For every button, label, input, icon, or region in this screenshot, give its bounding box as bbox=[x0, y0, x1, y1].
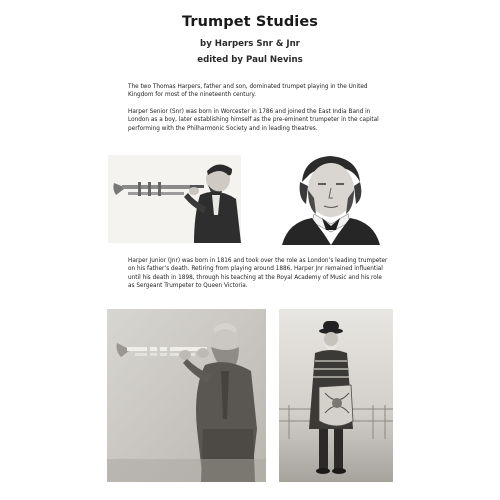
editor-line: edited by Paul Nevins bbox=[197, 55, 303, 65]
intro-paragraph: The two Thomas Harpers, father and son, dominated trumpet playing in the United Kingdom for most of the nineteenth century. bbox=[128, 84, 368, 99]
page-title: Trumpet Studies bbox=[181, 14, 319, 30]
harper-senior-portrait bbox=[262, 152, 395, 245]
senior-paragraph: Harper Senior (Snr) was born in Worcester in 1786 and joined the East India Band in London as a boy, later establishing himself as the pre-eminent trumpeter in the capital performing with the Philharmonic Society and in leading theatres. bbox=[128, 109, 379, 132]
byline: by Harpers Snr & Jnr bbox=[200, 39, 300, 49]
harper-junior-trumpet-photo bbox=[107, 309, 266, 482]
harper-junior-ceremonial-photo bbox=[279, 309, 393, 482]
harper-senior-trumpet-sketch bbox=[108, 155, 241, 243]
junior-paragraph: Harper Junior (Jnr) was born in 1816 and took over the role as London’s leading trumpeter on his father’s death. Retiring from playing around 1886, Harper Jnr remained influential until his death in 1898, through his teaching at the Royal Academy of Music and his role as Sergeant Trumpeter to Queen Victoria. bbox=[128, 258, 388, 289]
